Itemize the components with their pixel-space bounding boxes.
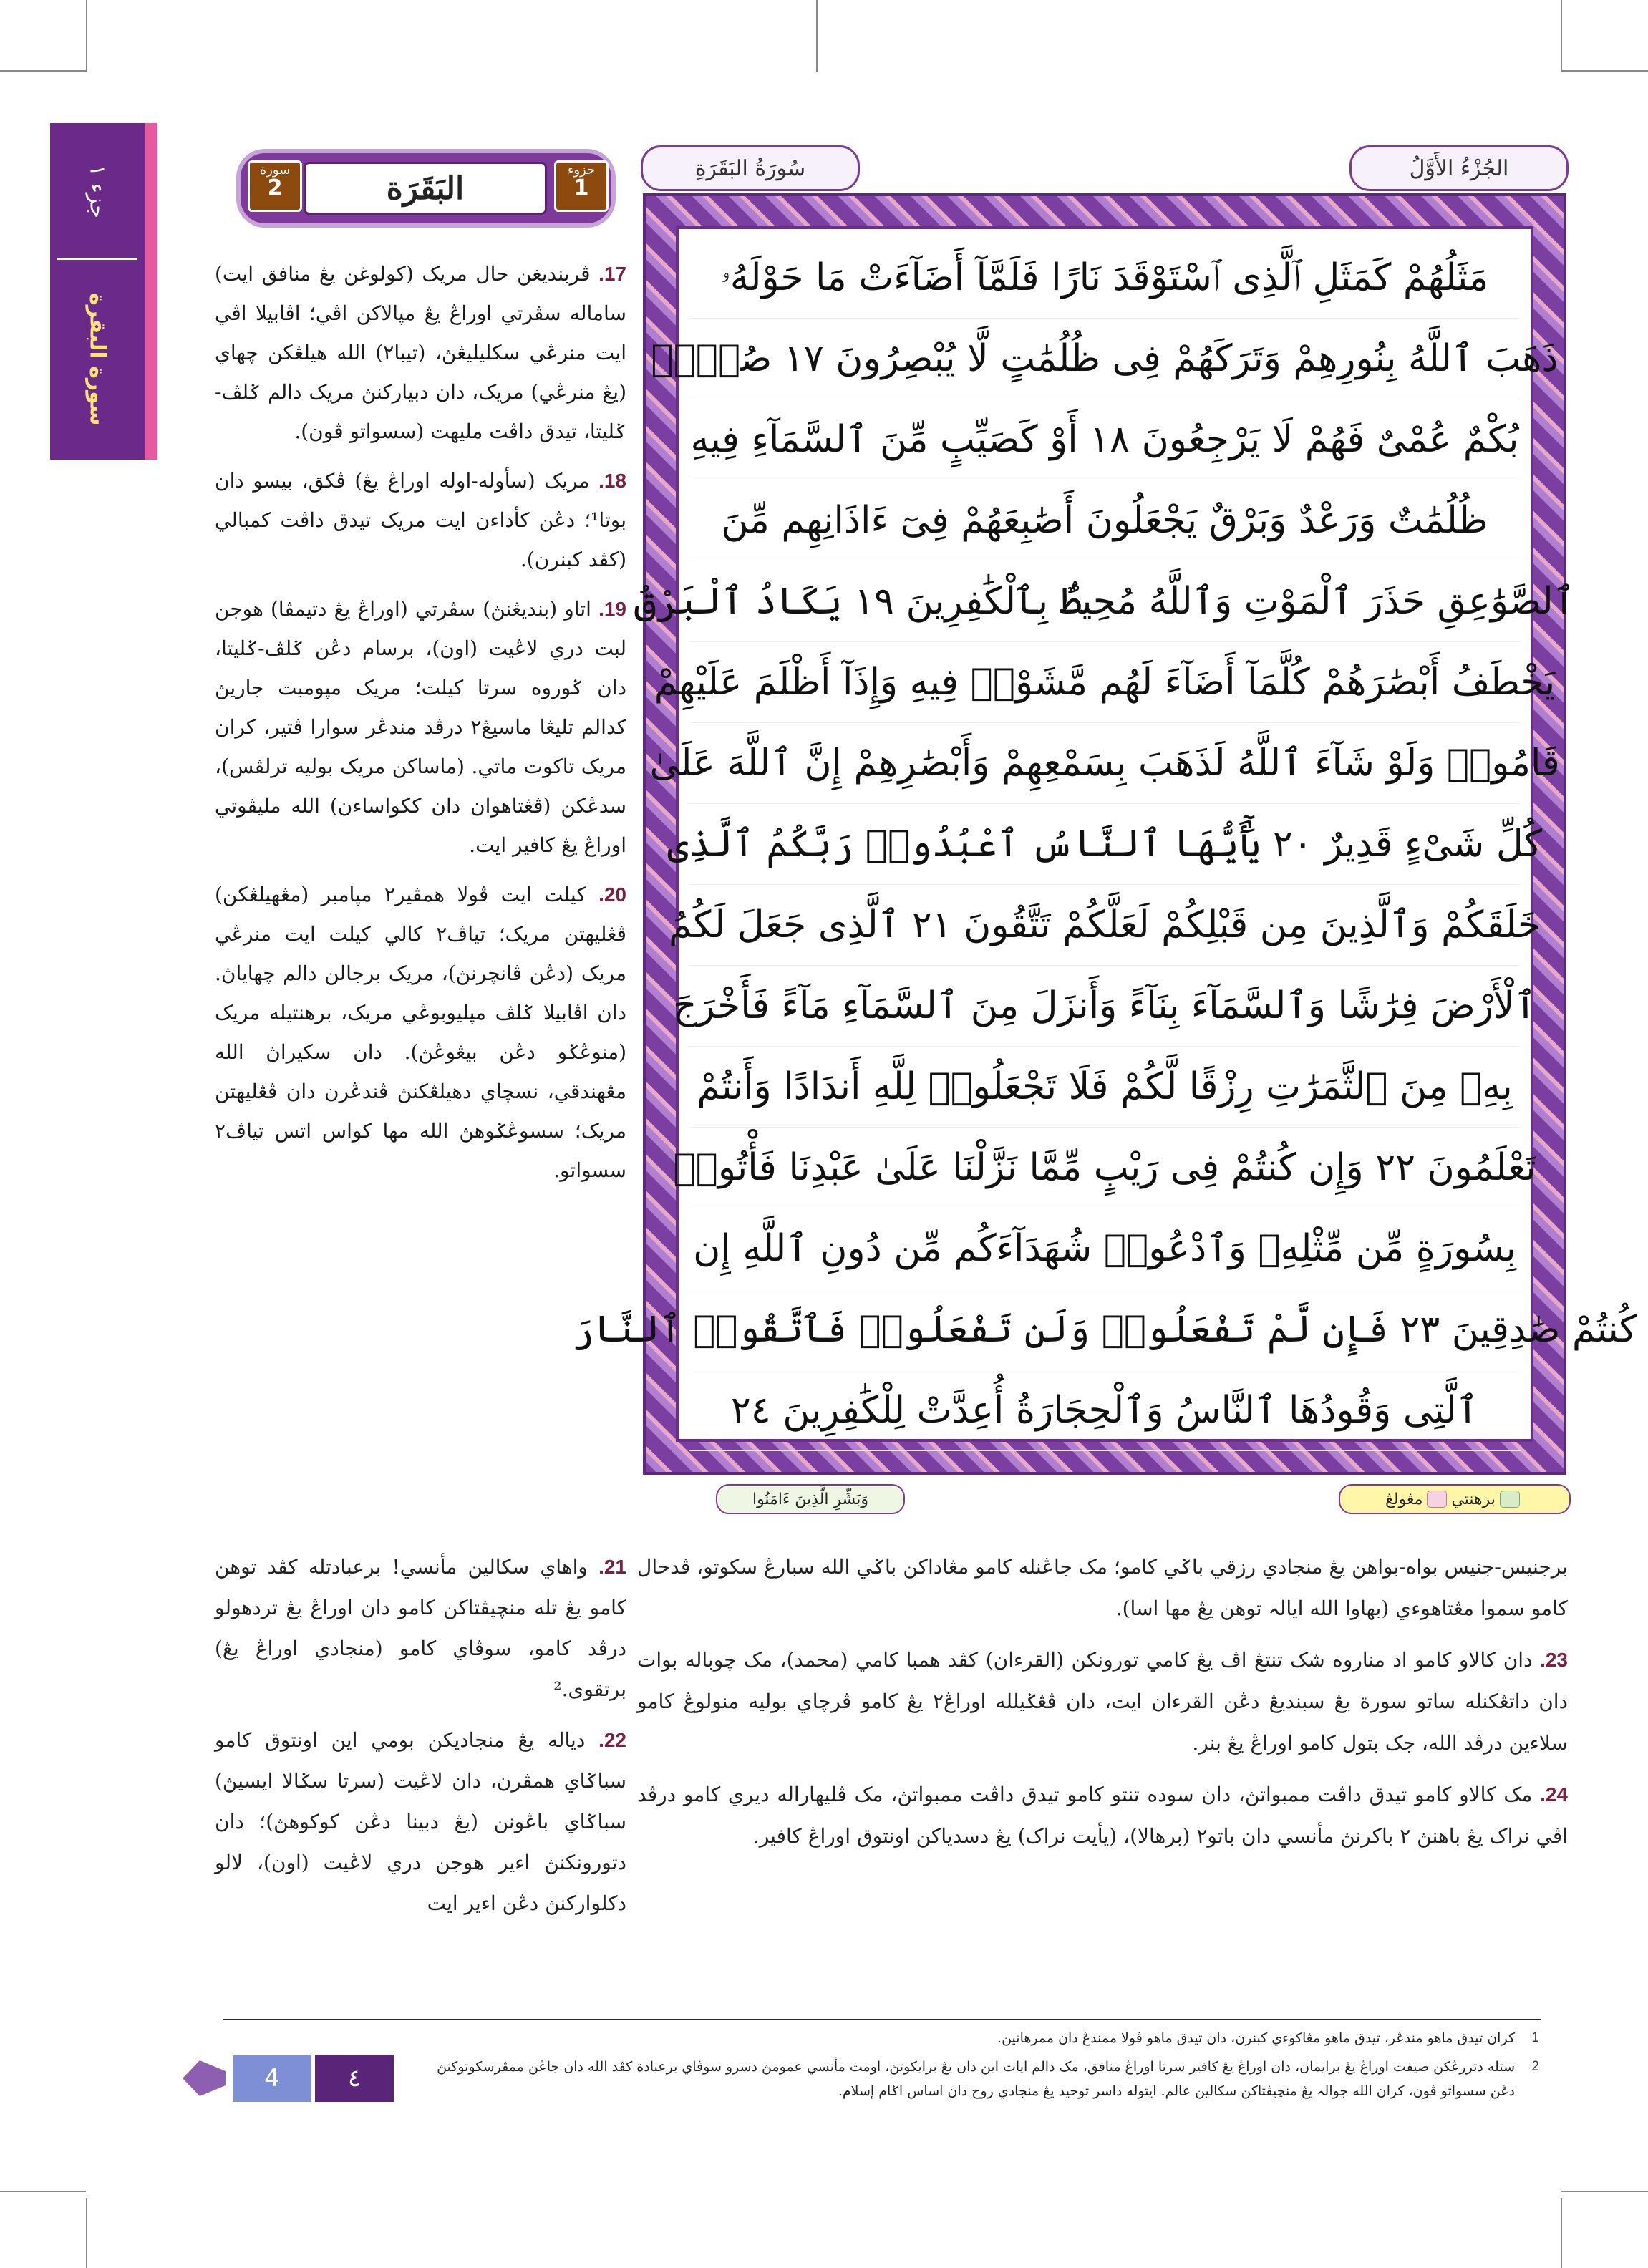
commentary-paragraph [215,1720,626,1924]
crop-mark [1561,2191,1648,2192]
surah-number: 2 [267,175,283,200]
verse-line: كُلِّ شَىْءٍ قَدِيرٌ ٢٠ يَٰٓأَيُّهَا ٱلنَّاسُ ٱعْبُدُوا۟ رَبَّكُمُ ٱلَّذِى [689,804,1521,885]
surah-number-label: سورة [259,163,291,178]
side-tab [50,123,157,460]
commentary-paragraph [215,589,626,865]
commentary-left [215,254,626,1200]
verse-line: قَامُوا۟ وَلَوْ شَآءَ ٱللَّهُ لَذَهَبَ بِسَمْعِهِمْ وَأَبْصَٰرِهِمْ إِنَّ ٱللَّهَ عَلَىٰ [689,723,1521,804]
page-number-arabic: ٤ [315,2055,394,2102]
legend [716,1484,1575,1513]
commentary-paragraph [637,1639,1568,1764]
pink-swatch-icon [1427,1491,1447,1508]
page-number-latin: 4 [233,2055,311,2102]
verse-number: 20. [598,883,626,906]
verse-line: خَلَقَكُمْ وَٱلَّذِينَ مِن قَبْلِكُمْ لَعَلَّكُمْ تَتَّقُونَ ٢١ ٱلَّذِى جَعَلَ لَكُمُ [689,885,1521,966]
surah-name: البَقَرَة [386,170,465,207]
commentary-paragraph [637,1546,1568,1629]
catchword-box [716,1484,905,1514]
verse-line: ٱلْأَرْضَ فِرَٰشًا وَٱلسَّمَآءَ بِنَآءً وَأَنزَلَ مِنَ ٱلسَّمَآءِ مَآءً فَأَخْرَجَ [689,966,1521,1047]
footnote-text: ستله دتررڠكن صيفت اوراڠ يڠ برايمان، دان اوراڠ يڠ كافير سرتا اوراڠ منافق، مک دالم ايات اين دان يڠ برايكوتڽ، اومت مأنسي عمومڽ دسرو سوڤاي برعبادة كڤد الله دان جاڠن ممڤرسكوتوكنڽ دڠن سسواتو ڤون، كران الله جوالہ يڠ منچيڤتاكن سكالين عالم. ايتوله داسر توحيد يڠ منجادي روح دان اساس اݢام إسلام. [437,2059,1515,2099]
surah-name-box [304,162,547,215]
verse-line: بِهِۦ مِنَ ٱلثَّمَرَٰتِ رِزْقًا لَّكُمْ فَلَا تَجْعَلُوا۟ لِلَّهِ أَندَادًا وَأَنتُمْ [689,1047,1521,1128]
verse-number: 22. [598,1729,627,1751]
verse-line: يَخْطَفُ أَبْصَٰرَهُمْ كُلَّمَآ أَضَآءَ لَهُم مَّشَوْا۟ فِيهِ وَإِذَآ أَظْلَمَ عَلَيْهِمْ [689,642,1521,723]
crop-mark [1561,2198,1562,2268]
crop-mark [816,0,818,72]
footnote-number: 2 [1531,2059,1539,2074]
commentary-paragraph [637,1774,1568,1857]
juz-number: 1 [573,175,589,200]
commentary-text: اتاو (بنديڠنڽ) سڤرتي (اوراڠ يڠ دتيمڤا) هوجن لبت دري لاڠيت (اون)، برسام دڠن ݢلڤ-ݢليتا، دان ݢوروه سرتا كيلت؛ مريک مپومبت جاريڽ كدالم تليڠا ماسيڠ٢ درڤد مندڠر سوارا ڤتير، كران مريک تاكوت ماتي. (ماساكن مريک بوليه ترلڤس)، سدڠكن (ڤڠتاهوان دان ككواساءن) الله مليڤوتي اوراڠ يڠ كافير ايت. [215,597,626,857]
crop-mark [86,2198,87,2268]
verse-line: ذَهَبَ ٱللَّهُ بِنُورِهِمْ وَتَرَكَهُمْ فِى ظُلُمَٰتٍ لَّا يُبْصِرُونَ ١٧ صُمٌّۢ [689,319,1521,399]
verse-number: 17. [598,263,626,285]
legend-pink-label: مڠولڠ [1385,1490,1423,1508]
footnote-rule [223,2019,1541,2020]
verse-number: 21. [598,1556,626,1578]
catchword: وَبَشِّرِ الَّذِينَ ءَامَنُوا [752,1490,869,1508]
side-tab-accent [145,123,157,460]
commentary-text: دياله يڠ منجاديكن بومي اين اونتوق كامو سباݢاي همڤرن، دان لاڠيت (سرتا سݢالا ايسيڽ) سباݢاي باڠونن (يڠ دبينا دڠن كوكوهڽ)؛ دان دتورونكنڽ اءير هوجن دري لاڠيت (اون)، لالو دكلواركنڽ دڠن اءير ايت [215,1728,626,1915]
commentary-text: برجنيس-جنيس بواه-بواهن يڠ منجادي رزقي باݢي كامو؛ مک جاڠنله كامو مڠاداكن باݢي الله سبارڠ سكوتو، ڤدحال كامو سموا مڠتاهوءي (بهاوا الله ايالہ توهن يڠ مها اسا). [637,1555,1568,1620]
verse-line: بِسُورَةٍ مِّن مِّثْلِهِۦ وَٱدْعُوا۟ شُهَدَآءَكُم مِّن دُونِ ٱللَّهِ إِن [689,1208,1521,1289]
verse-line: كُنتُمْ صَٰدِقِينَ ٢٣ فَإِن لَّمْ تَفْعَلُوا۟ وَلَن تَفْعَلُوا۟ فَٱتَّقُوا۟ ٱلنَّارَ [689,1289,1521,1370]
crop-mark [86,0,87,72]
header-surah: سُورَةُ البَقَرَةِ [641,145,860,191]
commentary-text: دان كالاو كامو اد مناروه شک تنتڠ اڤ يڠ كامي تورونكن (القرءان) كڤد همبا كامي (محمد)، مک چوباله بوات دان داتڠكنله ساتو سورة يڠ سبنديڠ دڠن القرءان ايت، دان ڤڠݢيلله اوراڠ٢ يڠ كامو ڤرچاي بوليه منولوڠ كامو سلاءين درڤد الله، جک بتول كامو اوراڠ يڠ بنر. [637,1648,1569,1755]
commentary-paragraph [215,254,626,451]
verse-line: تَعْلَمُونَ ٢٢ وَإِن كُنتُمْ فِى رَيْبٍ مِّمَّا نَزَّلْنَا عَلَىٰ عَبْدِنَا فَأْتُوا۟ [689,1128,1521,1208]
footnote-number: 1 [1531,2030,1539,2045]
verse-line: بُكْمٌ عُمْىٌ فَهُمْ لَا يَرْجِعُونَ ١٨ أَوْ كَصَيِّبٍ مِّنَ ٱلسَّمَآءِ فِيهِ [689,399,1521,480]
legend-key [1339,1484,1571,1514]
crop-mark [1561,70,1648,72]
verse-line: ٱلصَّوَٰعِقِ حَذَرَ ٱلْمَوْتِ وَٱللَّهُ مُحِيطٌۢ بِٱلْكَٰفِرِينَ ١٩ يَكَادُ ٱلْبَرْقُ [689,561,1521,642]
surah-number-badge [248,160,302,212]
verse-line: ٱلَّتِى وَقُودُهَا ٱلنَّاسُ وَٱلْحِجَارَةُ أُعِدَّتْ لِلْكَٰفِرِينَ ٢٤ [689,1370,1521,1451]
footnotes [430,2026,1539,2108]
verse-number: 24. [1540,1783,1568,1806]
verse-number: 19. [598,598,626,620]
mushaf-headers [641,145,1564,188]
header-juz: الجُزْءُ الأَوَّلُ [1349,145,1569,191]
crop-mark [0,2191,86,2192]
commentary-text: مک كالاو كامو تيدق داڤت ممبواتڽ، دان سوده تنتو كامو تيدق داڤت ممبواتڽ، مک ڤليهاراله ديري كامو درڤد اڤي نراک يڠ باهنڽ ٢ باكرنڽ مأنسي دان باتو٢ (برهالا)، (يأيت نراک) يڠ دسدياكن اونتوق اوراڠ كافير. [637,1783,1568,1848]
verse-line: ظُلُمَٰتٌ وَرَعْدٌ وَبَرْقٌ يَجْعَلُونَ أَصَٰبِعَهُمْ فِىٓ ءَاذَانِهِم مِّنَ [689,480,1521,561]
crop-mark [1561,0,1562,72]
commentary-text: ڤربنديغن حال مريک (كولوغن يڠ منافق ايت) ساماله سڤرتي اوراڠ يڠ مپالاكن اڤي؛ اڤابيلا اڤي ايت منرڠي سكليليڠڽ، (تيبا٢) الله هيلڠكن چهاي (يڠ منرڠي) مريک، دان دبياركنڽ مريک دالم ݢلڤ-ݢليتا، تيدق داڤت مليهت (سسواتو ڤون). [215,262,626,443]
commentary-paragraph [215,1546,626,1710]
side-tab-divider [57,258,137,260]
side-tab-surah: سورة البقرة [84,293,110,426]
surah-banner [236,149,616,228]
juz-number-label: جزوء [567,163,596,178]
side-tab-juz: جزء ١ [84,164,110,218]
verse-number: 23. [1540,1649,1568,1671]
page-number [183,2055,397,2105]
legend-green-label: برهنتي [1451,1490,1496,1508]
commentary-text: مريک (سأوله-اوله اوراڠ يڠ) ڤكق، بيسو دان بوتا¹؛ دڠن كأداءن ايت مريک تيدق داڤت كمبالي (كڤد كبنرن). [215,469,626,571]
green-swatch-icon [1500,1491,1520,1508]
ornament-icon [183,2060,226,2096]
commentary-right [637,1546,1568,1867]
footnote [430,2055,1539,2103]
commentary-text: كيلت ايت ڤولا همڤير٢ مپامبر (مڠهيلڠكن) ڤڠليهتن مريک؛ تياڤ٢ كالي كيلت ايت منرڠي مريک (دڠن ڤانچرنڽ)، مريک برجالن دالم چهاياڽ. دان اڤابيلا ݢلڤ مڽليوبوڠي مريک، برهنتيله مريک (منوڠݢو دڠن بيڠوڠڽ). دان سكيراڽ الله مڠهندقي، نسچاي دهيلڠكنڽ ڤندڠرن دان ڤڠليهتن مريک؛ سسوڠݢوهڽ الله مها كواس اتس تياڤ٢ سسواتو. [215,883,626,1182]
commentary-text: واهاي سكالين مأنسي! برعبادتله كڤد توهن كامو يڠ تله منچيڤتاكن كامو دان اوراڠ يڠ تردهولو درڤد كامو، سوڤاي كامو (منجادي اوراڠ يڠ) برتقوى.² [215,1555,626,1701]
commentary-paragraph [215,875,626,1190]
footnote [430,2026,1539,2050]
footnote-text: كران تيدق ماهو مندڠر، تيدق ماهو مڠاكوءي كبنرن، دان تيدق ماهو ڤولا ممندڠ دان ممرهاتين. [997,2030,1515,2046]
verse-line: مَثَلُهُمْ كَمَثَلِ ٱلَّذِى ٱسْتَوْقَدَ نَارًا فَلَمَّآ أَضَآءَتْ مَا حَوْلَهُۥ [689,238,1521,319]
crop-mark [0,70,86,72]
verse-number: 18. [598,470,626,492]
commentary-left-bottom [215,1546,626,1934]
commentary-paragraph [215,461,626,579]
juz-number-badge [554,160,609,212]
